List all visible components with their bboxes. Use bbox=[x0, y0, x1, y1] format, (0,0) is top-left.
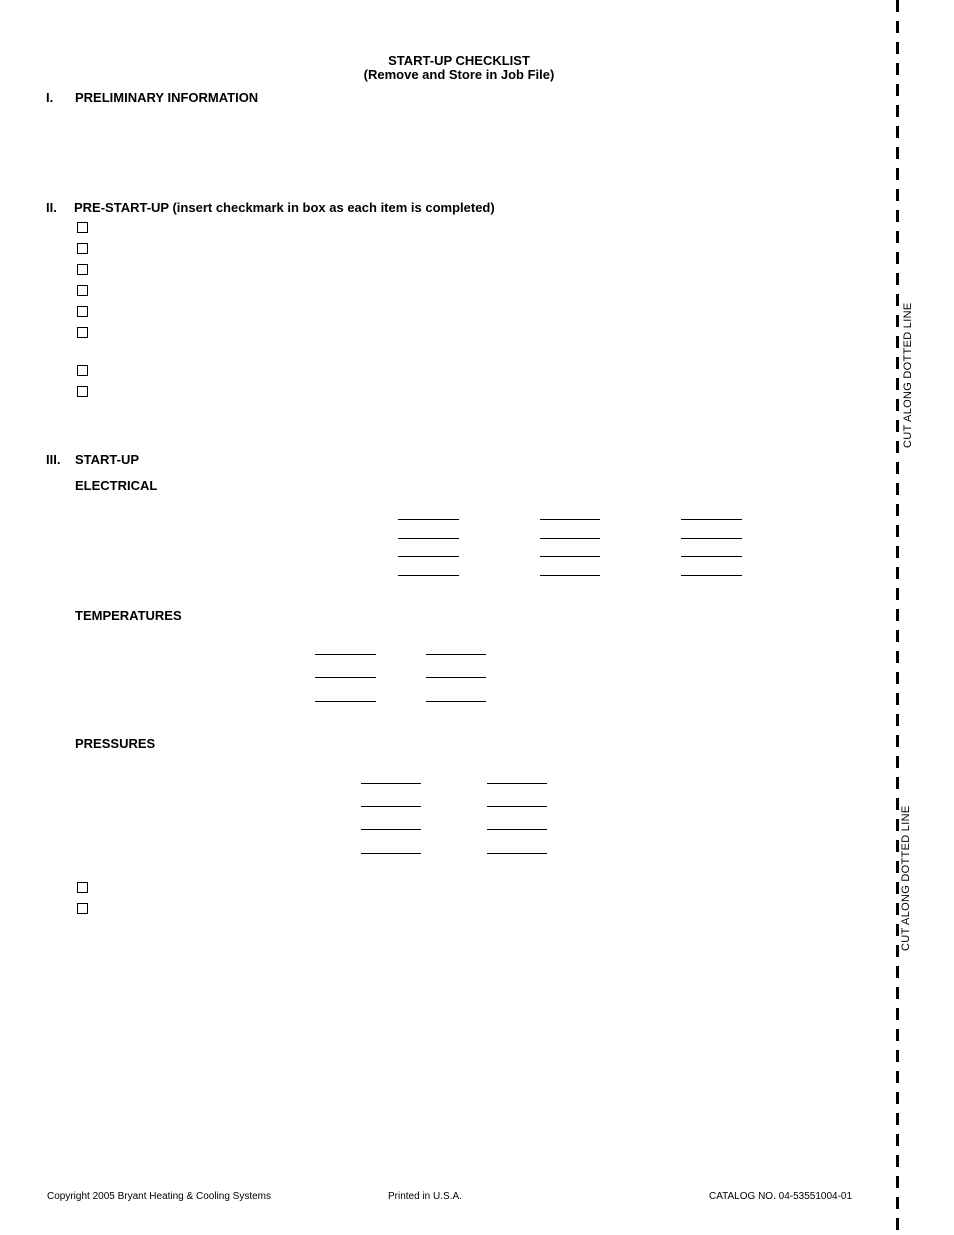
blank-field[interactable] bbox=[426, 701, 486, 702]
blank-field[interactable] bbox=[540, 519, 600, 520]
checkbox[interactable] bbox=[77, 264, 88, 275]
blank-field[interactable] bbox=[487, 783, 547, 784]
blank-field[interactable] bbox=[681, 575, 742, 576]
blank-field[interactable] bbox=[487, 853, 547, 854]
page-title: START-UP CHECKLIST bbox=[388, 53, 530, 68]
blank-field[interactable] bbox=[398, 519, 459, 520]
pressures-heading: PRESSURES bbox=[75, 736, 156, 751]
section-3-heading: START-UP bbox=[75, 452, 140, 467]
checkbox[interactable] bbox=[77, 365, 88, 376]
checkbox[interactable] bbox=[77, 306, 88, 317]
cut-instruction-upper: CUT ALONG DOTTED LINE bbox=[902, 302, 914, 448]
blank-field[interactable] bbox=[487, 806, 547, 807]
blank-field[interactable] bbox=[315, 654, 376, 655]
electrical-heading: ELECTRICAL bbox=[75, 478, 158, 493]
section-2-heading: PRE-START-UP (insert checkmark in box as each item is completed) bbox=[74, 200, 495, 215]
checkbox[interactable] bbox=[77, 285, 88, 296]
dashed-cut-line bbox=[896, 0, 899, 1235]
section-1-heading: PRELIMINARY INFORMATION bbox=[75, 90, 259, 105]
footer-catalog-number: CATALOG NO. 04-53551004-01 bbox=[709, 1191, 853, 1202]
blank-field[interactable] bbox=[426, 654, 486, 655]
section-1-number: I. bbox=[46, 90, 54, 105]
blank-field[interactable] bbox=[315, 677, 376, 678]
checkbox[interactable] bbox=[77, 243, 88, 254]
blank-field[interactable] bbox=[398, 556, 459, 557]
footer-printed: Printed in U.S.A. bbox=[388, 1191, 462, 1202]
blank-field[interactable] bbox=[398, 538, 459, 539]
blank-field[interactable] bbox=[681, 538, 742, 539]
blank-field[interactable] bbox=[361, 829, 421, 830]
blank-field[interactable] bbox=[426, 677, 486, 678]
page-subtitle: (Remove and Store in Job File) bbox=[363, 67, 555, 82]
blank-field[interactable] bbox=[398, 575, 459, 576]
blank-field[interactable] bbox=[540, 538, 600, 539]
blank-field[interactable] bbox=[361, 806, 421, 807]
checkbox[interactable] bbox=[77, 327, 88, 338]
checkbox[interactable] bbox=[77, 386, 88, 397]
footer-copyright: Copyright 2005 Bryant Heating & Cooling Systems bbox=[47, 1191, 272, 1202]
checkbox[interactable] bbox=[77, 222, 88, 233]
checkbox[interactable] bbox=[77, 882, 88, 893]
blank-field[interactable] bbox=[315, 701, 376, 702]
blank-field[interactable] bbox=[361, 853, 421, 854]
checkbox[interactable] bbox=[77, 903, 88, 914]
blank-field[interactable] bbox=[540, 575, 600, 576]
cut-instruction-lower: CUT ALONG DOTTED LINE bbox=[900, 805, 912, 951]
blank-field[interactable] bbox=[361, 783, 421, 784]
section-2-number: II. bbox=[46, 200, 57, 215]
blank-field[interactable] bbox=[681, 519, 742, 520]
blank-field[interactable] bbox=[681, 556, 742, 557]
section-3-number: III. bbox=[46, 452, 61, 467]
blank-field[interactable] bbox=[540, 556, 600, 557]
temperatures-heading: TEMPERATURES bbox=[75, 608, 182, 623]
blank-field[interactable] bbox=[487, 829, 547, 830]
